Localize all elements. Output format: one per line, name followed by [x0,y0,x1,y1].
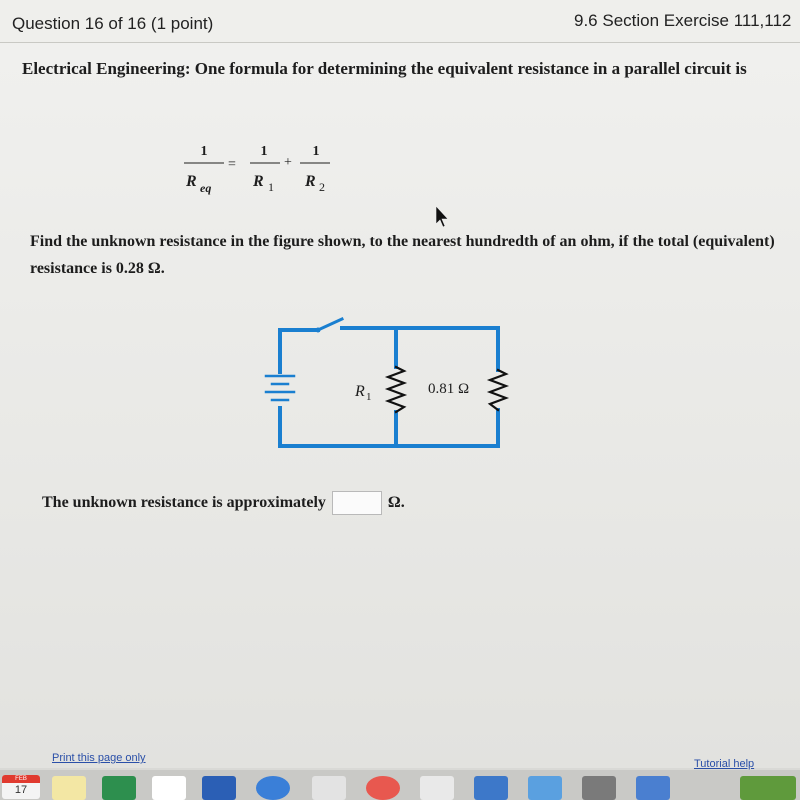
calendar-app-icon[interactable] [2,775,40,799]
app-icon-twelve[interactable] [636,776,670,800]
app-icon-eleven[interactable] [582,776,616,800]
formula-numerator-r2: 1 [312,144,320,159]
answer-label: The unknown resistance is approximately [42,494,326,511]
question-header [0,0,800,43]
sheet-app-icon[interactable] [152,776,186,800]
tutorial-help-link[interactable]: Tutorial help [694,758,755,770]
problem-intro: Electrical Engineering: One formula for determining the equivalent resistance in a parallel circuit is [22,59,747,78]
formula-r1-base: R [253,173,264,190]
formula-plus: + [284,155,292,170]
browser-app-icon[interactable] [256,776,290,800]
photos-app-icon[interactable] [366,776,400,800]
app-icon-nine[interactable] [474,776,508,800]
calendar-day: 17 [14,784,28,796]
formula-r1-sub: 1 [268,180,274,194]
app-icon-eight[interactable] [420,776,454,800]
calendar-month: FEB [2,775,40,783]
formula-req-sub: eq [200,181,212,195]
formula-req-base: R [186,173,197,190]
formula-numerator-req: 1 [200,144,208,159]
formula-r2-base: R [305,173,316,190]
question-counter: Question 16 of 16 (1 point) [12,14,214,33]
notes-app-icon[interactable] [52,776,86,800]
circuit-r1-label: R [355,383,365,400]
problem-prompt: Find the unknown resistance in the figure shown, to the nearest hundredth of an ohm, if the total (equivalent) resistance is 0.28 Ω. [30,233,775,277]
taskbar [0,770,800,800]
spreadsheet-app-icon[interactable] [102,776,136,800]
app-icon-ten[interactable] [528,776,562,800]
print-page-link[interactable]: Print this page only [52,752,146,764]
minecraft-app-icon[interactable] [740,776,796,800]
answer-input[interactable] [332,491,382,515]
circuit-known-resistance-label: 0.81 Ω [428,381,470,397]
section-title: 9.6 Section Exercise 111,112 [574,11,792,30]
answer-unit: Ω. [387,494,405,511]
word-app-icon[interactable] [202,776,236,800]
formula-equals: = [228,157,236,172]
formula-numerator-r1: 1 [260,144,268,159]
answer-row [42,491,405,515]
circuit-r1-sub: 1 [366,391,372,403]
app-icon-six[interactable] [312,776,346,800]
question-panel [0,43,800,768]
formula-r2-sub: 2 [319,180,325,194]
